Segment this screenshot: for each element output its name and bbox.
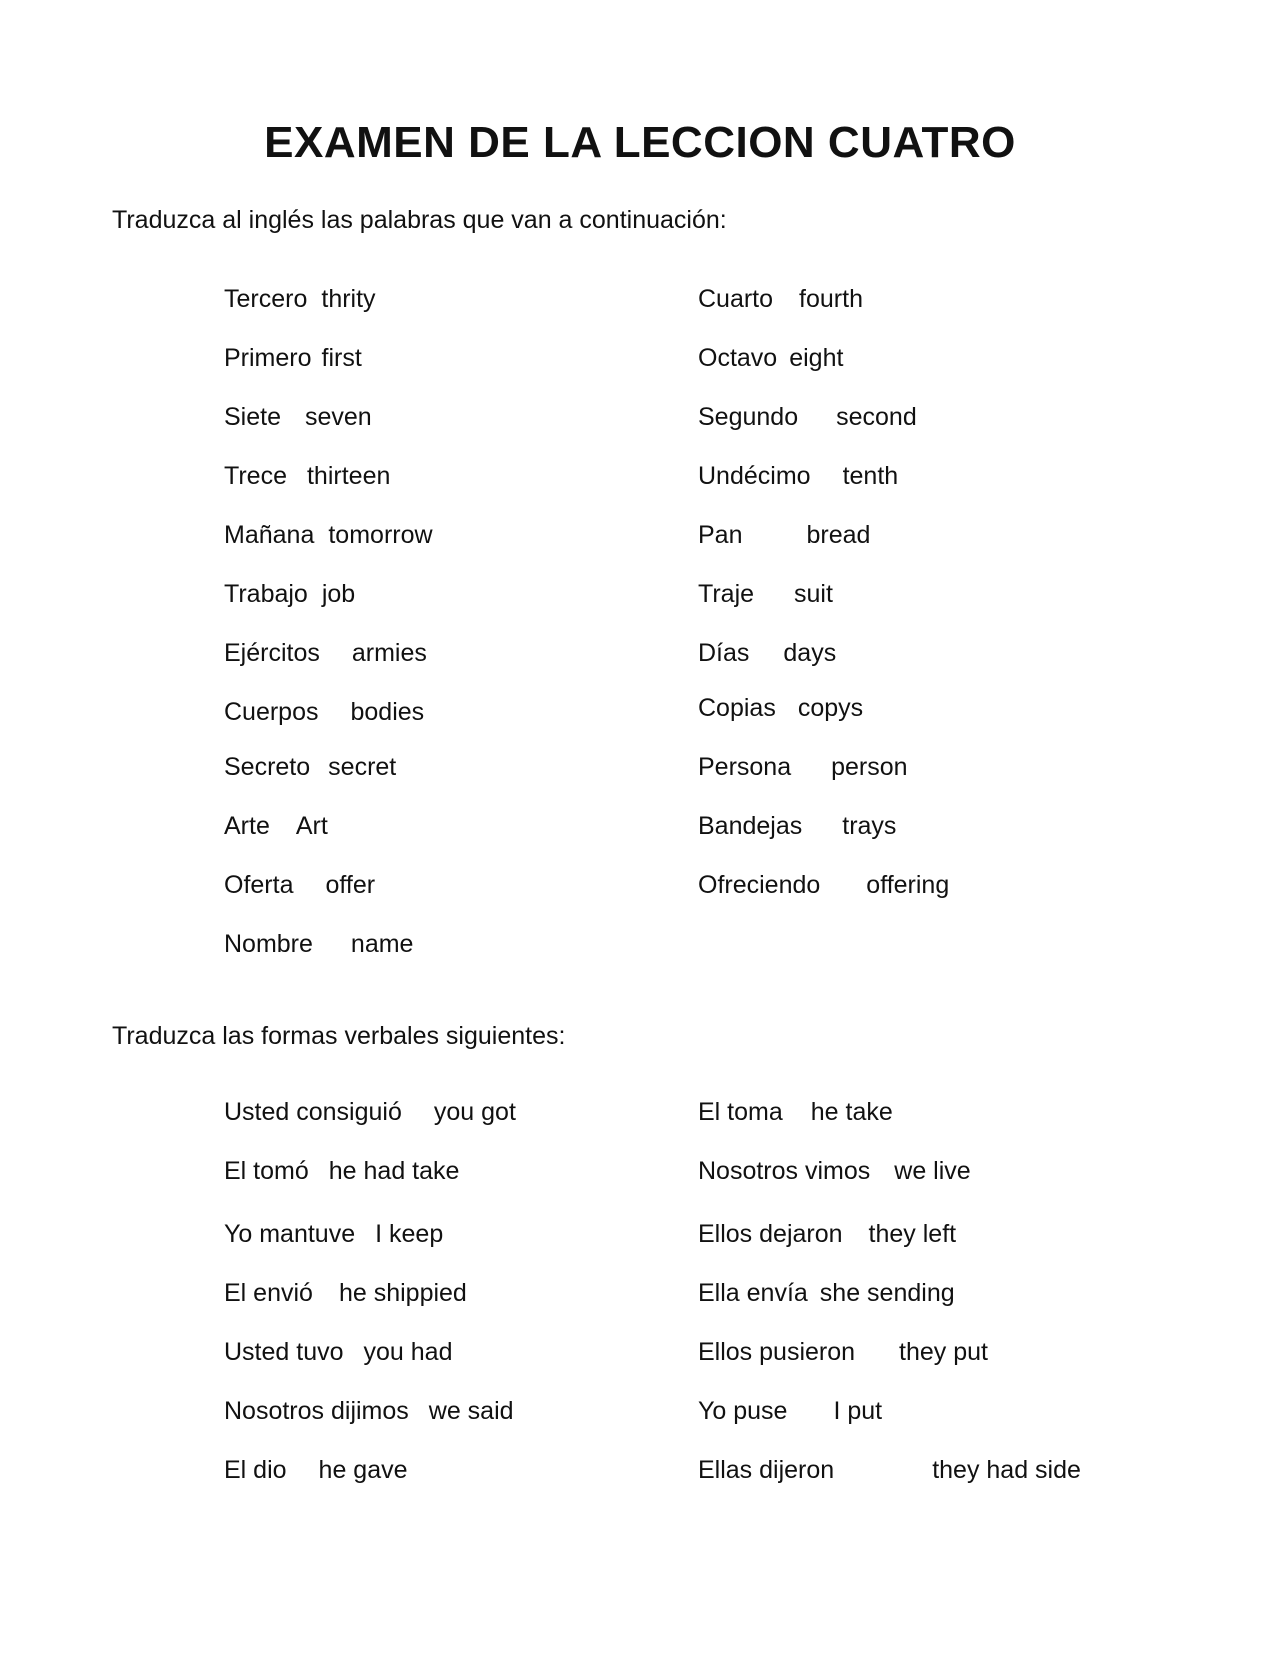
entry-term: Octavo	[698, 344, 778, 372]
entry-term: Copias	[698, 694, 776, 722]
entry-term: Siete	[224, 403, 281, 431]
verb-entry	[698, 1279, 955, 1308]
entry-term: Cuarto	[698, 285, 774, 313]
entry-answer: eight	[789, 344, 844, 372]
vocab-entry	[224, 403, 372, 432]
vocab-entry	[698, 462, 898, 491]
vocab-entry	[224, 639, 427, 668]
entry-term: Usted consiguió	[224, 1098, 402, 1126]
verb-entry	[698, 1397, 882, 1426]
entry-term: El envió	[224, 1279, 313, 1307]
entry-term: Ejércitos	[224, 639, 320, 667]
entry-answer: trays	[842, 812, 897, 840]
entry-term: El toma	[698, 1098, 783, 1126]
verb-entry	[224, 1279, 467, 1308]
entry-term: Trabajo	[224, 580, 308, 608]
vocab-entry	[698, 639, 836, 668]
vocab-entry	[224, 930, 413, 959]
entry-answer: they had side	[932, 1456, 1081, 1484]
entry-answer: he gave	[318, 1456, 408, 1484]
entry-answer: second	[836, 403, 917, 431]
entry-term: Yo puse	[698, 1397, 788, 1425]
section-2-instruction: Traduzca las formas verbales siguientes:	[112, 1022, 566, 1050]
verb-entry	[224, 1157, 459, 1186]
entry-answer: you got	[433, 1098, 516, 1126]
verb-entry	[698, 1098, 893, 1127]
entry-term: Tercero	[224, 285, 308, 313]
entry-answer: armies	[351, 639, 427, 667]
entry-term: Ellos pusieron	[698, 1338, 856, 1366]
vocab-entry	[224, 462, 390, 491]
entry-answer: bread	[806, 521, 871, 549]
vocab-entry	[224, 698, 424, 727]
entry-answer: suit	[794, 580, 833, 608]
entry-answer: I put	[833, 1397, 883, 1425]
vocab-entry	[698, 344, 843, 373]
vocab-entry	[224, 285, 376, 314]
vocab-entry	[224, 753, 396, 782]
entry-term: Ellos dejaron	[698, 1220, 843, 1248]
entry-term: Pan	[698, 521, 743, 549]
vocab-entry	[224, 871, 375, 900]
entry-answer: tomorrow	[328, 521, 433, 549]
entry-answer: fourth	[799, 285, 863, 313]
entry-term: Ella envía	[698, 1279, 808, 1307]
verb-entry	[698, 1220, 956, 1249]
entry-answer: he take	[810, 1098, 893, 1126]
entry-term: Undécimo	[698, 462, 811, 490]
vocab-entry	[698, 521, 870, 550]
vocab-entry	[224, 812, 328, 841]
entry-term: Bandejas	[698, 812, 803, 840]
vocab-entry	[698, 285, 863, 314]
entry-answer: days	[783, 639, 837, 667]
entry-term: Segundo	[698, 403, 799, 431]
entry-answer: offer	[325, 871, 376, 899]
entry-term: Nosotros dijimos	[224, 1397, 409, 1425]
entry-term: Traje	[698, 580, 755, 608]
entry-term: Cuerpos	[224, 698, 319, 726]
entry-answer: we live	[894, 1157, 971, 1185]
vocab-entry	[698, 871, 949, 900]
entry-answer: bodies	[350, 698, 425, 726]
verb-entry	[224, 1098, 516, 1127]
vocab-entry	[698, 753, 908, 782]
entry-answer: they left	[868, 1220, 957, 1248]
verb-entry	[224, 1220, 443, 1249]
entry-term: Trece	[224, 462, 287, 490]
entry-term: Arte	[224, 812, 270, 840]
entry-term: Días	[698, 639, 750, 667]
entry-term: Primero	[224, 344, 312, 372]
entry-term: Mañana	[224, 521, 315, 549]
entry-answer: you had	[363, 1338, 453, 1366]
section-1-instruction: Traduzca al inglés las palabras que van a continuación:	[112, 206, 727, 234]
verb-entry	[698, 1157, 971, 1186]
entry-answer: she sending	[819, 1279, 955, 1307]
verb-entry	[224, 1397, 514, 1426]
entry-term: Nosotros vimos	[698, 1157, 871, 1185]
entry-term: El dio	[224, 1456, 287, 1484]
entry-answer: secret	[328, 753, 397, 781]
entry-term: Nombre	[224, 930, 313, 958]
entry-answer: he shippied	[338, 1279, 467, 1307]
entry-answer: offering	[866, 871, 950, 899]
entry-answer: seven	[304, 403, 372, 431]
page-title: EXAMEN DE LA LECCION CUATRO	[264, 118, 1016, 167]
vocab-entry	[224, 344, 362, 373]
entry-answer: tenth	[842, 462, 899, 490]
entry-term: Ofreciendo	[698, 871, 821, 899]
verb-entry	[698, 1338, 988, 1367]
entry-term: Yo mantuve	[224, 1220, 356, 1248]
entry-answer: we said	[428, 1397, 514, 1425]
entry-answer: copys	[797, 694, 864, 722]
entry-answer: job	[321, 580, 356, 608]
entry-answer: person	[831, 753, 908, 781]
entry-term: Usted tuvo	[224, 1338, 344, 1366]
entry-answer: first	[321, 344, 362, 372]
verb-entry	[698, 1456, 1081, 1485]
entry-term: Ellas dijeron	[698, 1456, 835, 1484]
verb-entry	[224, 1338, 452, 1367]
entry-answer: name	[350, 930, 414, 958]
vocab-entry	[224, 580, 355, 609]
entry-term: El tomó	[224, 1157, 309, 1185]
vocab-entry	[698, 694, 863, 723]
entry-term: Oferta	[224, 871, 294, 899]
entry-answer: Art	[295, 812, 328, 840]
entry-term: Persona	[698, 753, 792, 781]
vocab-entry	[224, 521, 433, 550]
vocab-entry	[698, 580, 833, 609]
vocab-entry	[698, 403, 917, 432]
verb-entry	[224, 1456, 408, 1485]
entry-answer: he had take	[328, 1157, 460, 1185]
entry-answer: thirteen	[306, 462, 391, 490]
entry-answer: thrity	[321, 285, 376, 313]
entry-answer: I keep	[375, 1220, 444, 1248]
entry-term: Secreto	[224, 753, 311, 781]
entry-answer: they put	[899, 1338, 988, 1366]
vocab-entry	[698, 812, 896, 841]
